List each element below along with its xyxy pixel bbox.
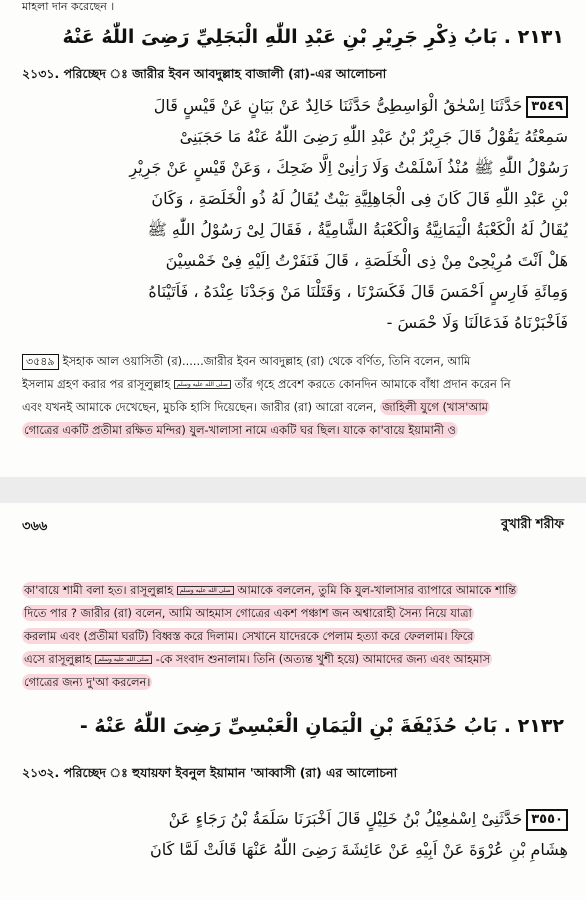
hadith-number-box: ٣٥٤٩ <box>526 96 568 118</box>
hadith-arabic-text <box>18 803 568 865</box>
highlight-mark: করলাম এবং (প্রতীমা ঘরটি) বিধ্বস্ত করে দিলাম। সেখানে যাদেরকে পেলাম হত্যা করে ফেললাম। ফিরে <box>24 629 474 643</box>
cut-off-line: মাহলা দান করেছেন । <box>22 0 115 13</box>
bottom-page <box>0 503 586 900</box>
page-number: ৩৬৬ <box>22 519 48 534</box>
translation-line: ইসলাম গ্রহণ করার পর রাসূলুল্লাহ صلى الله عليه وسلم তাঁর গৃহে প্রবেশ করতে কোনদিন আমাকে বাঁধা প্রদান করেন নি <box>22 377 511 391</box>
chapter-heading-bengali: ২১৩১. পরিচ্ছেদ ঃ জারীর ইবন আবদুল্লাহ বাজালী (রা)-এর আলোচনা <box>22 66 387 81</box>
translation-line <box>22 671 564 694</box>
chapter-heading-arabic: ٢١٣١ . بَابُ ذِكْرِ جَرِيْرِ بْنِ عَبْدِ اللّٰهِ الْبَجَلِيِّ رَضِىَ اللّٰهُ عَنْهُ <box>62 26 564 48</box>
hadith-arabic-line: رَسُوْلُ اللّٰهِ ﷺ مُنْذُ اَسْلَمْتُ وَلَا رَاٰنِىْ اِلَّا ضَحِكَ ، وَعَنْ قَيْسٍ عَنْ جَرِيْرِ <box>129 158 568 177</box>
salutation-symbol: صلى الله عليه وسلم <box>177 586 234 595</box>
salutation-symbol: صلى الله عليه وسلم <box>95 655 152 664</box>
translation-line <box>22 602 564 625</box>
translation-line <box>22 625 564 648</box>
hadith-arabic-line: سَمِعْتُهُ يَقُوْلُ قَالَ جَرِيْرُ بْنُ عَبْدِ اللّٰهِ رَضِىَ اللّٰهُ عَنْهُ مَا حَجَبَنِىْ <box>179 127 568 146</box>
highlight-mark: কা'বায়ে শামী বলা হত। রাসূলুল্লাহ صلى الله عليه وسلم আমাকে বললেন, তুমি কি যুল-খালাসার ব্যাপারে আমাকে শান্তি <box>24 583 517 597</box>
hadith-arabic-line: وَمِائَةِ فَارِسٍ اَحْمَسَ قَالَ فَكَسَرْنَا ، وَقَتَلْنَا مَنْ وَجَدْنَا عِنْدَهُ ، فَاَتَيْنَاهُ <box>148 282 568 301</box>
translation-line <box>22 419 564 442</box>
hadith-arabic-text <box>18 90 568 338</box>
highlight-mark: জাহিলী যুগে (খাস'আম <box>382 400 489 414</box>
hadith-arabic-line: هِشَامِ بْنِ عُرْوَةَ عَنْ اَبِيْهِ عَنْ عَائِشَةَ رَضِىَ اللّٰهُ عَنْهَا قَالَتْ لَمَّا كَانَ <box>150 840 568 859</box>
highlight-mark: গোত্রের জন্য দু'আ করলেন। <box>24 675 151 689</box>
salutation-symbol: صلى الله عليه وسلم <box>174 380 231 389</box>
hadith-number-box-bengali: ৩৫৪৯ <box>22 354 59 370</box>
translation-line <box>22 579 564 602</box>
running-head: বুখারী শরীফ <box>500 517 564 532</box>
chapter-heading-arabic: ٢١٣٢ . بَابُ حُذَيْفَةَ بْنِ الْيَمَانِ الْعَبْسِىِّ رَضِىَ اللّٰهُ عَنْهُ - <box>79 715 564 737</box>
translation-continued <box>22 579 564 694</box>
hadith-arabic-line: ٣٥٤٩حَدَّثَنَا اِسْحٰقُ الْوَاسِطِىُّ حَدَّثَنَا خَالِدٌ عَنْ بَيَانٍ عَنْ قَيْسٍ قَالَ <box>18 90 568 121</box>
hadith-arabic-line: هَلْ اَنْتَ مُرِيْحِىْ مِنْ ذِى الْخَلَصَةِ ، قَالَ فَنَفَرْتُ اِلَيْهِ فِىْ خَمْسِيْنَ <box>165 251 568 270</box>
chapter-heading-bengali: ২১৩২. পরিচ্ছেদ ঃ হুযায়ফা ইবনুল ইয়ামান 'আব্বাসী (রা) এর আলোচনা <box>22 765 398 780</box>
highlight-mark: এসে রাসূলুল্লাহ صلى الله عليه وسلم -কে সংবাদ শুনালাম। তিনি (অত্যন্ত খুশী হয়ে) আমাদের জন্য এবং আহমাস <box>24 652 491 666</box>
hadith-arabic-line: فَاَخْبَرْنَاهُ فَدَعَالَنَا وَلَا حْمَسَ - <box>386 313 568 332</box>
hadith-number-box: ٣٥٥٠ <box>526 809 568 831</box>
translation-line <box>22 648 564 671</box>
hadith-bengali-translation <box>22 350 564 442</box>
translation-line: এবং যখনই আমাকে দেখেছেন, মুচকি হাসি দিয়েছেন। জারীর (রা) আরো বলেন, জাহিলী যুগে (খাস'আম <box>22 400 489 414</box>
hadith-arabic-line: يُقَالُ لَهُ الْكَعْبَةُ الْيَمَانِيَّةُ وَالْكَعْبَةُ الشَّامِيَّةُ ، فَقَالَ لِىْ رَسُوْلُ اللّٰهِ ﷺ <box>147 220 568 239</box>
page-separator <box>0 477 586 503</box>
hadith-arabic-line: بْنِ عَبْدِ اللّٰهِ قَالَ كَانَ فِى الْجَاهِلِيَّةِ بَيْتٌ يُقَالُ لَهُ ذُو الْخَلَصَةِ ، وَكَانَ <box>151 189 568 208</box>
highlight-mark: দিতে পার ? জারীর (রা) বলেন, আমি আহমাস গোত্রের একশ পঞ্চাশ জন অশ্বারোহী সৈন্য নিয়ে যাত্রা <box>24 606 472 620</box>
hadith-arabic-line: ٣٥٥٠حَدَّثَنِىْ اِسْمٰعِيْلُ بْنُ خَلِيْلٍ قَالَ اَخْبَرَنَا سَلَمَةُ بْنُ رَجَاءٍ عَنْ <box>18 803 568 834</box>
translation-line: ৩৫৪৯ ইসহাক আল ওয়াসিতী (র)......জারীর ইবন আবদুল্লাহ (রা) থেকে বর্ণিত, তিনি বলেন, আমি <box>22 350 564 373</box>
highlight-mark: গোত্রের একটি প্রতীমা রক্ষিত মন্দির) যুল-খালাসা নামে একটি ঘর ছিল। যাকে কা'বায়ে ইয়ামানী ও <box>24 423 456 437</box>
